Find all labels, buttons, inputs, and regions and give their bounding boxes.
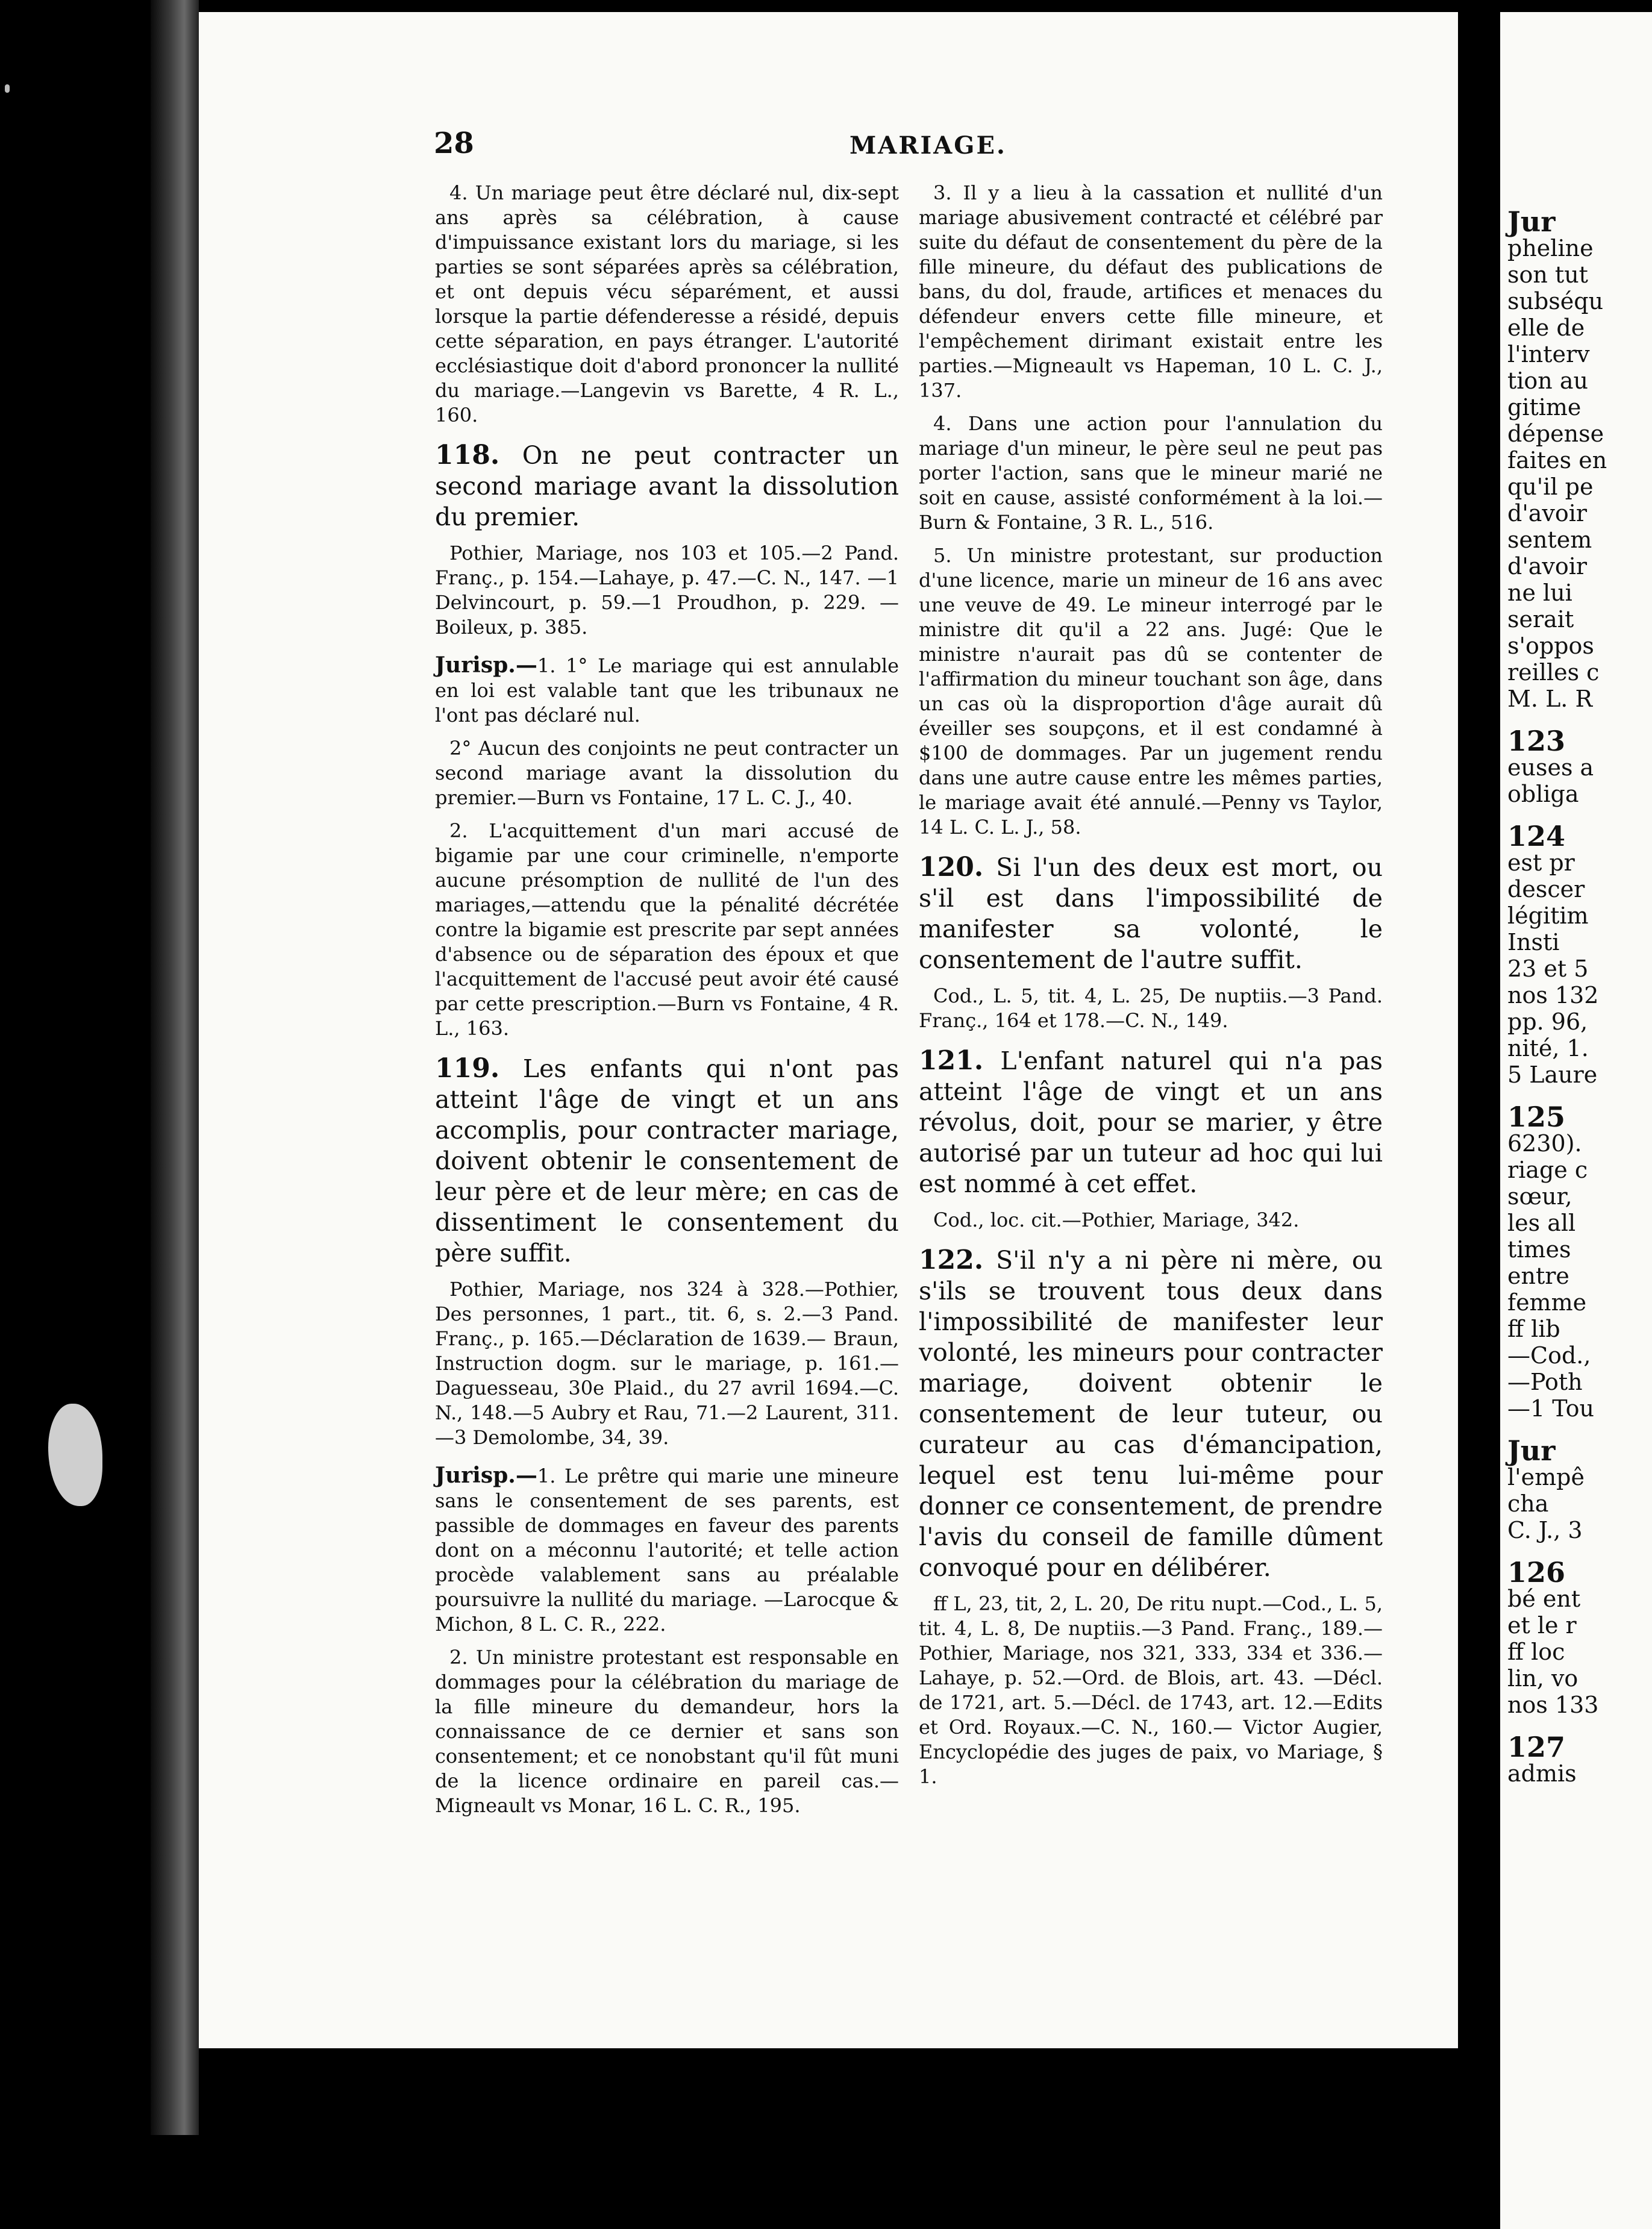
right-column (919, 181, 1383, 1798)
facing-page-line: sentem (1507, 527, 1592, 553)
jurisprudence-text: 1. Le prêtre qui marie une mineure sans le consentement de ses parents, est passible de dommages en faveur des parents dont on a méconnu l'autorité; et telle action procède valablement sans au préalable poursuivre la nullité du mariage. —Larocque & Michon, 8 L. C. R., 222. (435, 1465, 899, 1636)
page-gutter (1458, 0, 1500, 2135)
facing-page-line: l'empê (1507, 1464, 1585, 1490)
facing-page-fragment (1500, 12, 1652, 2229)
article-text: S'il n'y a ni père ni mère, ou s'ils se trouvent tous deux dans l'impossibilité de manifester leur volonté, les mineurs pour contracter mariage, doivent obtenir le consentement de leur tuteur, ou curateur au cas d'émancipation, lequel est tenu lui-même pour donner ce consentement, de prendre l'avis du conseil de famille dûment convoqué pour en délibérer. (919, 1246, 1383, 1582)
facing-page-line: 123 (1507, 725, 1566, 757)
facing-page-line: 126 (1507, 1556, 1566, 1589)
facing-page-line: tion au (1507, 367, 1588, 394)
reference-paragraph: Pothier, Mariage, nos 103 et 105.—2 Pand. Franç., p. 154.—Lahaye, p. 47.—C. N., 147. —1 Delvincourt, p. 59.—1 Proudhon, p. 229. —Boileux, p. 385. (435, 542, 899, 639)
reference-paragraph: Cod., L. 5, tit. 4, L. 25, De nuptiis.—3 Pand. Franç., 164 et 178.—C. N., 149. (919, 984, 1383, 1032)
facing-page-line: —Poth (1507, 1369, 1583, 1395)
facing-page-line: qu'il pe (1507, 474, 1594, 500)
facing-page-line: les all (1507, 1210, 1576, 1236)
jurisprudence-label: Jurisp.— (435, 1463, 537, 1488)
facing-page-line: nos 133 (1507, 1692, 1599, 1718)
facing-page-line: ff lib (1507, 1316, 1560, 1342)
facing-page-line: 23 et 5 (1507, 955, 1589, 982)
article-number: 120. (919, 852, 984, 883)
case-paragraph: 2° Aucun des conjoints ne peut contracter un second mariage avant la dissolution du premier.—Burn vs Fontaine, 17 L. C. J., 40. (435, 737, 899, 809)
facing-page-line: —Cod., (1507, 1342, 1591, 1369)
facing-page-line: est pr (1507, 849, 1575, 876)
facing-page-line: faites en (1507, 447, 1607, 474)
facing-page-line: nité, 1. (1507, 1035, 1589, 1061)
jurisprudence-paragraph (435, 653, 899, 728)
article-paragraph (919, 1045, 1383, 1199)
facing-page-line: descer (1507, 876, 1585, 902)
facing-page-line: Jur (1507, 205, 1556, 238)
facing-page-line: Insti (1507, 929, 1560, 955)
facing-page-line: lin, vo (1507, 1665, 1578, 1692)
reference-paragraph: ff L, 23, tit, 2, L. 20, De ritu nupt.—Cod., L. 5, tit. 4, L. 8, De nuptiis.—3 Pand. Franç., 189.—Pothier, Mariage, nos 321, 333, 334 et 336.—Lahaye, p. 52.—Ord. de Blois, art. 43. —Décl. de 1721, art. 5.—Décl. de 1743, art. 12.—Edits et Ord. Royaux.—C. N., 160.— Victor Augier, Encyclopédie des juges de paix, vo Mariage, § 1. (919, 1592, 1383, 1788)
scan-speck (5, 84, 10, 93)
facing-page-line: gitime (1507, 394, 1582, 420)
article-paragraph (919, 852, 1383, 975)
paper-stain (48, 1404, 102, 1506)
running-title: MARIAGE. (849, 131, 1007, 160)
article-number: 118. (435, 440, 500, 470)
facing-page-line: ne lui (1507, 580, 1572, 606)
facing-page-line: 6230). (1507, 1130, 1582, 1157)
facing-page-line: admis (1507, 1760, 1577, 1787)
facing-page-line: 125 (1507, 1101, 1566, 1133)
reference-paragraph: Pothier, Mariage, nos 324 à 328.—Pothier, Des personnes, 1 part., tit. 6, s. 2.—3 Pand. Franç., p. 165.—Déclaration de 1639.— Braun, Instruction dogm. sur le mariage, p. 161.—Daguesseau, 30e Plaid., du 27 avril 1694.—C. N., 148.—5 Aubry et Rau, 71.—2 Laurent, 311.—3 Demolombe, 34, 39. (435, 1278, 899, 1449)
facing-page-line: 127 (1507, 1731, 1566, 1763)
article-paragraph (919, 1245, 1383, 1583)
facing-page-line: pp. 96, (1507, 1008, 1588, 1035)
article-number: 119. (435, 1053, 500, 1084)
facing-page-line: times (1507, 1236, 1571, 1263)
facing-page-line: M. L. R (1507, 686, 1593, 712)
case-paragraph: 4. Un mariage peut être déclaré nul, dix-sept ans après sa célébration, à cause d'impuissance existant lors du mariage, si les parties se sont séparées après sa célébration, et ont depuis vécu séparément, et aussi lorsque la partie défenderesse a résidé, depuis cette séparation, en pays étranger. L'autorité ecclésiastique doit d'abord prononcer la nullité du mariage.—Langevin vs Barette, 4 R. L., 160. (435, 181, 899, 427)
facing-page-line: subséqu (1507, 288, 1604, 314)
article-text: Les enfants qui n'ont pas atteint l'âge de vingt et un ans accomplis, pour contracter mariage, doivent obtenir le consentement de leur père et de leur mère; en cas de dissentiment le consentement du père suffit. (435, 1054, 899, 1268)
facing-page-line: et le r (1507, 1612, 1577, 1639)
facing-page-line: reilles c (1507, 659, 1600, 686)
article-number: 122. (919, 1245, 984, 1275)
facing-page-line: C. J., 3 (1507, 1517, 1583, 1543)
article-text: L'enfant naturel qui n'a pas atteint l'âge de vingt et un ans révolus, doit, pour se marier, y être autorisé par un tuteur ad hoc qui lui est nommé à cet effet. (919, 1046, 1383, 1198)
case-paragraph: 5. Un ministre protestant, sur production d'une licence, marie un mineur de 16 ans avec une veuve de 49. Le mineur interrogé par le ministre dit qu'il a 22 ans. Jugé: Que le ministre n'aurait pas dû se contenter de l'affirmation du mineur touchant son âge, dans un cas où la disproportion d'âge aurait dû éveiller ses soupçons, et il est condamné à $100 de dommages. Par un jugement rendu dans une autre cause entre les mêmes parties, le mariage avait été annulé.—Penny vs Taylor, 14 L. C. L. J., 58. (919, 544, 1383, 839)
facing-page-line: obliga (1507, 781, 1579, 807)
left-column (435, 181, 899, 1827)
facing-page-line: riage c (1507, 1157, 1588, 1183)
jurisprudence-paragraph (435, 1463, 899, 1637)
article-paragraph (435, 440, 899, 533)
facing-page-line: d'avoir (1507, 500, 1588, 527)
facing-page-line: euses a (1507, 754, 1594, 781)
facing-page-line: 5 Laure (1507, 1061, 1598, 1088)
facing-page-line: d'avoir (1507, 553, 1588, 580)
facing-page-line: s'oppos (1507, 633, 1594, 659)
facing-page-line: légitim (1507, 902, 1589, 929)
page-number: 28 (434, 127, 474, 160)
facing-page-line: entre (1507, 1263, 1569, 1289)
facing-page-line: femme (1507, 1289, 1587, 1316)
case-paragraph: 3. Il y a lieu à la cassation et nullité d'un mariage abusivement contracté et célébré par suite du défaut de consentement du père de la fille mineure, du défaut des publications de bans, du dol, fraude, artifices et menaces du défendeur envers cette fille mineure, et l'empêchement dirimant existait entre les parties.—Migneault vs Hapeman, 10 L. C. J., 137. (919, 181, 1383, 402)
book-binding-edge (151, 0, 199, 2135)
facing-page-line: —1 Tou (1507, 1395, 1595, 1422)
article-number: 121. (919, 1045, 984, 1076)
facing-page-line: 124 (1507, 820, 1566, 852)
article-text: On ne peut contracter un second mariage avant la dissolution du premier. (435, 441, 899, 531)
reference-paragraph: Cod., loc. cit.—Pothier, Mariage, 342. (933, 1208, 1300, 1231)
article-text: Si l'un des deux est mort, ou s'il est dans l'impossibilité de manifester sa volonté, le consentement de l'autre suffit. (919, 853, 1383, 974)
facing-page-line: cha (1507, 1490, 1549, 1517)
facing-page-line: pheline (1507, 235, 1594, 261)
facing-page-line: son tut (1507, 261, 1588, 288)
case-paragraph: 4. Dans une action pour l'annulation du mariage d'un mineur, le père seul ne peut pas porter l'action, sans que le mineur marié ne soit en cause, assisté conformément à la loi.—Burn & Fontaine, 3 R. L., 516. (919, 412, 1383, 534)
facing-page-line: dépense (1507, 420, 1604, 447)
jurisprudence-label: Jurisp.— (435, 652, 537, 678)
facing-page-line: sœur, (1507, 1183, 1572, 1210)
jurisprudence-text: 1. 1° Le mariage qui est annulable en loi est valable tant que les tribunaux ne l'ont pas déclaré nul. (435, 654, 899, 727)
facing-page-line: ff loc (1507, 1639, 1565, 1665)
facing-page-line: serait (1507, 606, 1574, 633)
facing-page-line: Jur (1507, 1434, 1556, 1467)
facing-page-line: bé ent (1507, 1586, 1581, 1612)
case-paragraph: 2. Un ministre protestant est responsable en dommages pour la célébration du mariage de la fille mineure du demandeur, hors la connaissance de ce dernier et sans son consentement; et ce nonobstant qu'il fût muni de la licence ordinaire en pareil cas.—Migneault vs Monar, 16 L. C. R., 195. (435, 1646, 899, 1817)
facing-page-line: elle de (1507, 314, 1585, 341)
facing-page-line: l'interv (1507, 341, 1590, 367)
article-paragraph (435, 1053, 899, 1269)
facing-page-line: nos 132 (1507, 982, 1599, 1008)
case-paragraph: 2. L'acquittement d'un mari accusé de bigamie par une cour criminelle, n'emporte aucune présomption de nullité de l'un des mariages,—attendu que la pénalité décrétée contre la bigamie est prescrite par sept années d'absence ou de séparation des époux et que l'acquittement de l'accusé peut avoir été causé par cette prescription.—Burn vs Fontaine, 4 R. L., 163. (435, 819, 899, 1040)
